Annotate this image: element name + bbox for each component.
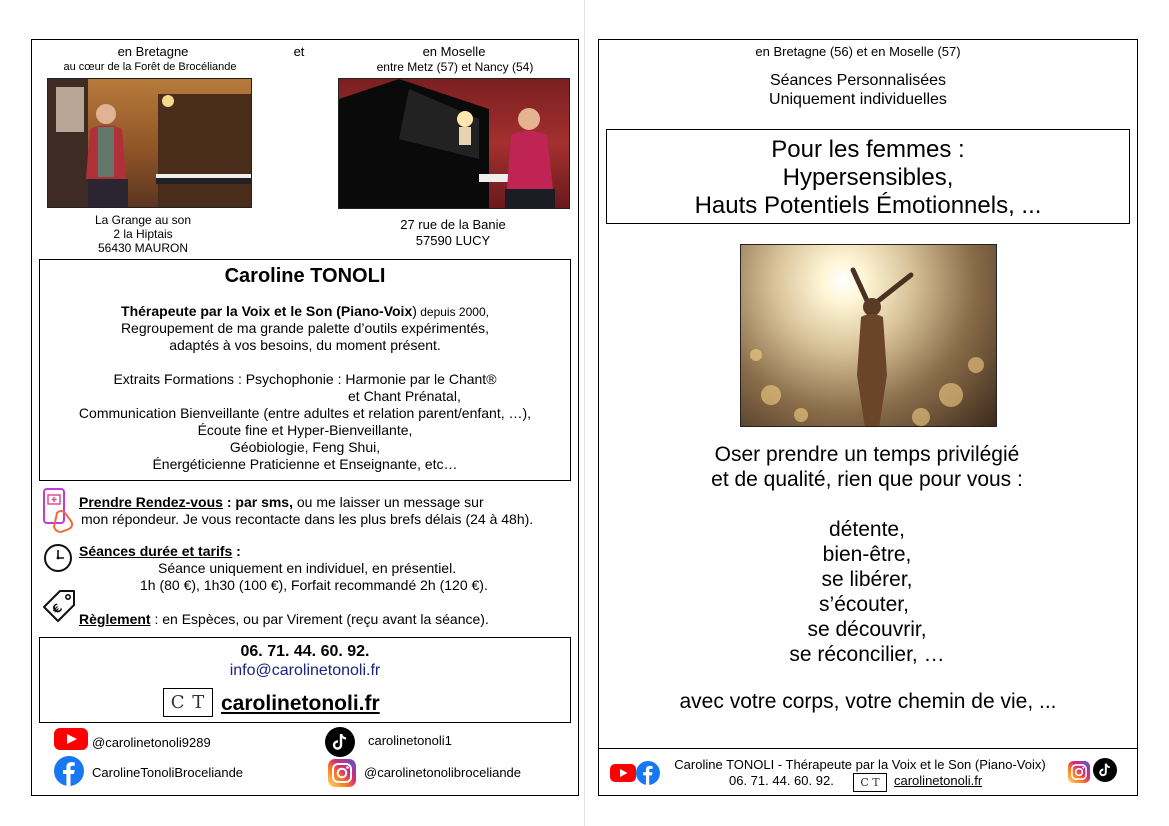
bio-role-end: ) (412, 303, 417, 319)
bretagne-address-3: 56430 MAURON (97, 241, 189, 255)
bio-line-2: Regroupement de ma grande palette d’outils expérimentés, (120, 320, 490, 336)
svg-text:€: € (49, 600, 66, 617)
instagram-handle[interactable]: @carolinetonolibroceliande (364, 765, 522, 780)
oser-line-1: Oser prendre un temps privilégié (714, 443, 1020, 466)
bio-role-since: depuis 2000, (416, 305, 489, 319)
seances-line-1: Séances Personnalisées (769, 72, 947, 89)
ct-logo-text: C T (170, 692, 206, 713)
bio-role-bold: Thérapeute par la Voix et le Son (Piano-Voix (121, 303, 413, 319)
contact-email[interactable]: info@carolinetonoli.fr (229, 662, 381, 679)
bio-line-3: adaptés à vos besoins, du moment présent. (169, 337, 441, 353)
footer-ct-logo (853, 773, 887, 792)
target-line-2: Hypersensibles, (782, 164, 954, 191)
tarifs-line-2: 1h (80 €), 1h30 (100 €), Forfait recommandé 2h (120 €). (140, 577, 488, 593)
contact-phone[interactable]: 06. 71. 44. 60. 92. (240, 643, 370, 660)
footer-facebook-icon[interactable] (636, 761, 660, 785)
training-line-4: Écoute fine et Hyper-Bienveillante, (197, 422, 413, 438)
rdv-rest: ou me laisser un message sur (292, 494, 484, 510)
footer-line-1: Caroline TONOLI - Thérapeute par la Voix et le Son (Piano-Voix) (674, 757, 1046, 772)
youtube-handle[interactable]: @carolinetonoli9289 (92, 735, 211, 750)
bio-role (40, 303, 570, 319)
benefit-6: se réconcilier, … (789, 643, 945, 666)
tiktok-icon[interactable] (325, 727, 355, 757)
tiktok-handle[interactable]: carolinetonoli1 (368, 733, 452, 748)
rdv-sep: : (222, 494, 236, 510)
reglement-rest: : en Espèces, ou par Virement (reçu avant la séance). (150, 611, 489, 627)
tarifs-line-1: Séance uniquement en individuel, en présentiel. (158, 560, 457, 576)
euro-tag-icon (40, 587, 78, 625)
footer-instagram-icon[interactable] (1068, 761, 1090, 783)
training-line-1: Extraits Formations : Psychophonie : Harmonie par le Chant® (113, 371, 497, 387)
therapist-name: Caroline TONOLI (224, 265, 386, 287)
moselle-address-2: 57590 LUCY (415, 233, 491, 248)
et-label: et (293, 44, 305, 59)
moselle-subtitle: entre Metz (57) et Nancy (54) (376, 60, 534, 74)
photo-moselle (338, 78, 570, 209)
training-line-5: Géobiologie, Feng Shui, (229, 439, 381, 455)
footer-phone[interactable]: 06. 71. 44. 60. 92. (729, 773, 834, 788)
footer-divider (598, 748, 1138, 749)
benefit-1: détente, (829, 518, 905, 541)
photo-bretagne-scene (48, 79, 252, 208)
tarifs-sep: : (232, 543, 241, 559)
website-link[interactable]: carolinetonoli.fr (221, 692, 380, 715)
photo-sunlight-scene (741, 245, 997, 427)
footer-youtube-icon[interactable] (610, 764, 636, 782)
target-line-1: Pour les femmes : (771, 136, 965, 163)
regions-line: en Bretagne (56) et en Moselle (57) (755, 44, 961, 59)
rdv-line-1 (79, 494, 569, 510)
benefit-3: se libérer, (821, 568, 913, 591)
moselle-title: en Moselle (422, 44, 486, 59)
photo-moselle-scene (339, 79, 570, 209)
footer-ct-logo-text: C T (860, 776, 880, 789)
training-line-6: Énergéticienne Praticienne et Enseignante, etc… (152, 456, 458, 472)
facebook-icon[interactable] (54, 756, 84, 786)
photo-bretagne (47, 78, 252, 208)
youtube-icon[interactable] (54, 728, 88, 750)
training-line-2: et Chant Prénatal, (348, 388, 461, 404)
moselle-address-1: 27 rue de la Banie (400, 217, 506, 232)
rdv-line-2: mon répondeur. Je vous recontacte dans les plus brefs délais (24 à 48h). (81, 511, 534, 527)
photo-sunlight-woman (740, 244, 997, 427)
ct-logo (163, 688, 213, 717)
bretagne-address-1: La Grange au son (94, 213, 192, 227)
benefit-2: bien-être, (822, 543, 912, 566)
fold-line (584, 0, 585, 826)
benefit-4: s’écouter, (819, 593, 909, 616)
phone-sms-icon (41, 487, 77, 533)
clock-icon (43, 543, 73, 573)
footer-tiktok-icon[interactable] (1093, 758, 1117, 782)
benefit-5: se découvrir, (807, 618, 927, 641)
rdv-title: Prendre Rendez-vous (79, 494, 223, 510)
target-line-3: Hauts Potentiels Émotionnels, ... (694, 192, 1042, 219)
seances-line-2: Uniquement individuelles (769, 91, 947, 108)
footer-website[interactable]: carolinetonoli.fr (894, 773, 983, 788)
training-line-3: Communication Bienveillante (entre adultes et relation parent/enfant, …), (78, 405, 532, 421)
oser-line-2: et de qualité, rien que pour vous : (711, 468, 1023, 491)
reglement-title: Règlement (79, 611, 151, 627)
tarifs-title: Séances durée et tarifs (79, 543, 233, 559)
closing-line: avec votre corps, votre chemin de vie, ... (679, 690, 1057, 713)
instagram-icon[interactable] (328, 759, 356, 787)
facebook-handle[interactable]: CarolineTonoliBroceliande (92, 765, 244, 780)
tarifs-line-title (79, 543, 479, 559)
rdv-bold: par sms, (235, 494, 293, 510)
reglement-line (79, 611, 569, 627)
bretagne-address-2: 2 la Hiptais (113, 227, 173, 241)
bretagne-title: en Bretagne (117, 44, 189, 59)
bretagne-subtitle: au cœur de la Forêt de Brocéliande (63, 61, 237, 73)
